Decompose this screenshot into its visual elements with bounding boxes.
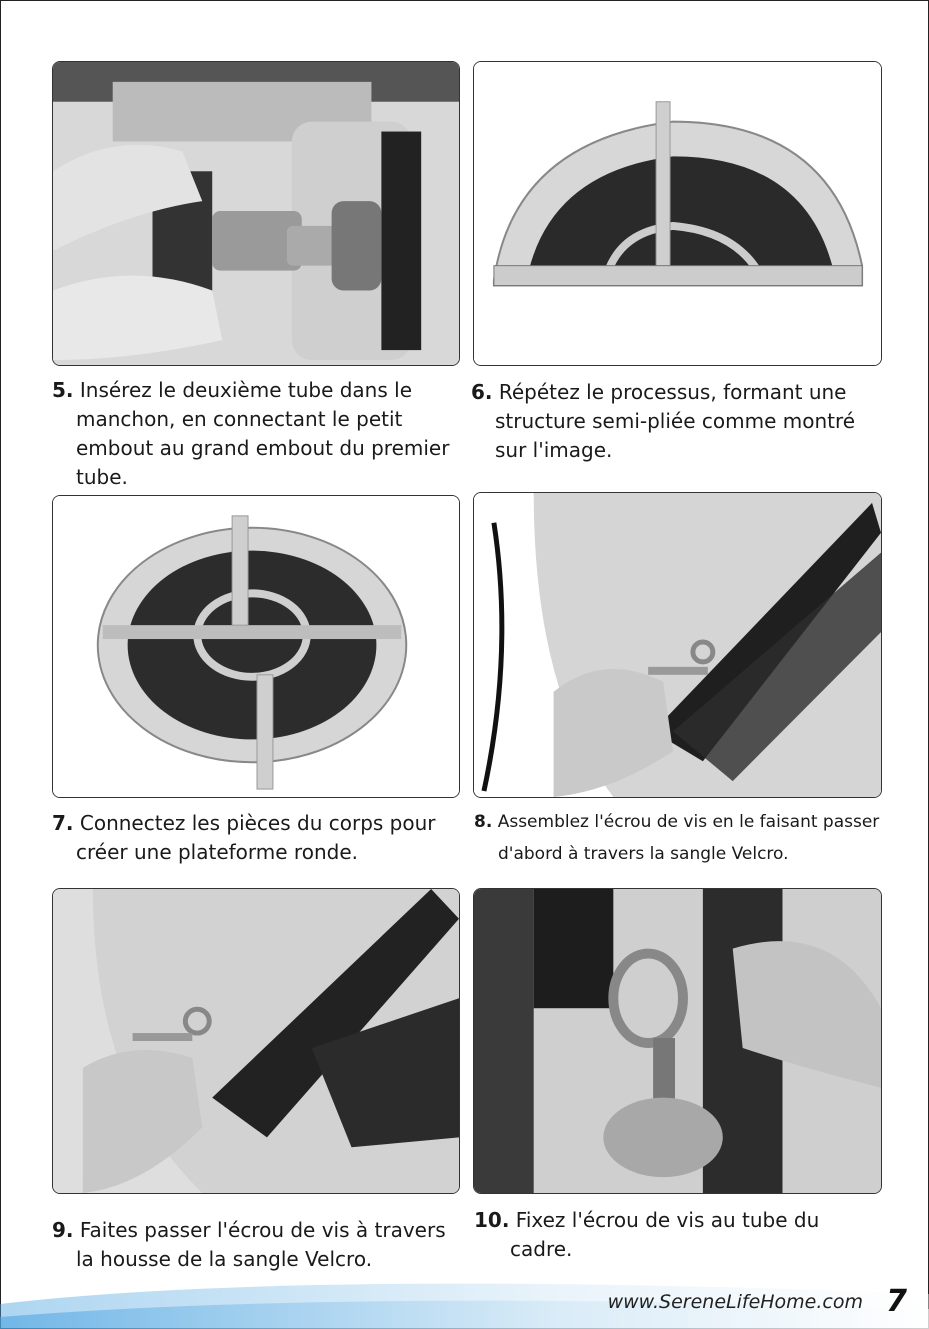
step-7-text [52, 809, 462, 867]
step-9-number: 9. [52, 1218, 74, 1242]
step-5-number: 5. [52, 378, 74, 402]
step-6-number: 6. [471, 380, 493, 404]
photo-step-6 [473, 61, 882, 366]
step-8-text [474, 806, 884, 870]
step-5-description: Insérez le deuxième tube dans le manchon, en connectant le petit embout au grand embout du premier tube. [76, 378, 450, 489]
photo-step-9 [52, 888, 460, 1194]
photo-step-10 [473, 888, 882, 1194]
step-7-description: Connectez les pièces du corps pour créer une plateforme ronde. [76, 811, 436, 864]
step-7-number: 7. [52, 811, 74, 835]
step-5-text [52, 376, 462, 492]
step-6-description: Répétez le processus, formant une structure semi-pliée comme montré sur l'image. [495, 380, 856, 462]
website-url: www.SereneLifeHome.com [607, 1291, 863, 1313]
step-8-description: Assemblez l'écrou de vis en le faisant passer d'abord à travers la sangle Velcro. [497, 812, 880, 864]
step-10-description: Fixez l'écrou de vis au tube du cadre. [510, 1208, 820, 1261]
page-number: 7 [886, 1284, 907, 1319]
step-10-number: 10. [474, 1208, 510, 1232]
step-8-number: 8. [474, 812, 493, 832]
step-10-text [474, 1206, 834, 1264]
photo-step-5 [52, 61, 460, 366]
step-6-text [471, 378, 881, 465]
photo-step-7 [52, 495, 460, 798]
photo-step-8 [473, 492, 882, 798]
step-9-description: Faites passer l'écrou de vis à travers la housse de la sangle Velcro. [76, 1218, 446, 1271]
